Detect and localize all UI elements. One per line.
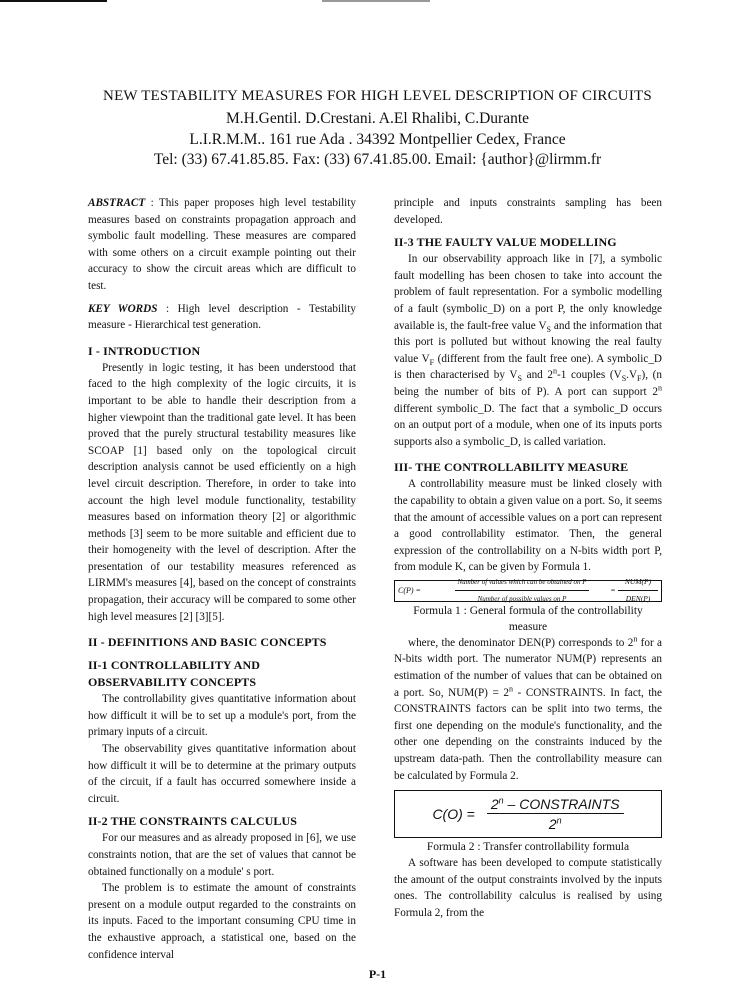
- keywords-label: KEY WORDS: [88, 302, 158, 315]
- abstract: ABSTRACT : This paper proposes high level testability measures based on constraints propagation approach and symbolic fault modelling. These measures are compared with some others on a circuit example pointing out their accuracy to show the circuit areas which are difficult to test.: [88, 197, 356, 292]
- section-heading-definitions: II - DEFINITIONS AND BASIC CONCEPTS: [88, 635, 327, 650]
- abstract-label: ABSTRACT: [88, 197, 146, 209]
- denominator-paragraph: where, the denominator DEN(P) corresponds to 2$^n$ for a N-bits width port. The numerator NUM(P) represents an estimation of the number of values that can be obtained on a port. So, $NUM(P) = 2^n$ - CONSTRAINTS. In fact, the CONSTRAINTS factors can be split into two terms, the first one depending on the module's functionality, and the other one depending on the constraints induced by the upstream data-path. Then the controllability measure can be calculated by Formula 2.: [394, 634, 662, 782]
- faulty-value-paragraph: In our observability approach like in [7], a symbolic fault modelling has been chosen to take into account the problem of fault representation. For a symbolic modelling of a fault (symbolic_D) on a port P, the only knowledge available is, the fault-free value $V_S$ and the information that this port is polluted but without knowing the real faulty value $V_F$ (different from the fault free one). A symbolic_D is then characterised by $V_S$ and 2$^n$-1 couples $(V_S.V_F)$, (n being the number of bits of P). A port can support 2$^n$ different symbolic_D. The fact that a symbolic_D occurs on an output port of a module, when one of its inputs ports supports also a symbolic_D, is called variation.: [394, 253, 663, 448]
- section-heading-ii3: II-3 THE FAULTY VALUE MODELLING: [394, 235, 617, 250]
- observability-paragraph: The observability gives quantitative information about how difficult it will be to determine at the primary outputs of the circuit, if a fault has occurred somewhere inside a circuit.: [88, 743, 356, 805]
- paper-authors: M.H.Gentil. D.Crestani. A.El Rhalibi, C.Durante: [225, 110, 530, 127]
- paper-contact: Tel: (33) 67.41.85.85. Fax: (33) 67.41.85.00. Email: {author}@lirmm.fr: [153, 151, 602, 168]
- constraints-paragraph-2: The problem is to estimate the amount of constraints present on a module output regarded to the constraints on its inputs. Faced to the important consuming CPU time in the exhaustive approach, a statistical one, based on the confidence interval: [88, 882, 356, 961]
- formula-1-box: C(P) = $\frac{\text{Number of values which can be obtained on P}}{\text{Number of possible values on P}}$ = NUM(P) DEN(P): [394, 580, 662, 602]
- paper-address: L.I.R.M.M.. 161 rue Ada . 34392 Montpellier Cedex, France: [189, 131, 566, 148]
- formula-2-caption: Formula 2 : Transfer controllability formula: [426, 841, 630, 854]
- section-heading-introduction: I - INTRODUCTION: [88, 343, 201, 358]
- abstract-text: This paper proposes high level testability measures based on constraints propagation approach and symbolic fault modelling. These measures are compared with some others on a circuit example pointing out their accuracy to show the circuit areas which are difficult to test.: [88, 197, 356, 292]
- formula-2-lhs: C(O) =: [432, 805, 475, 822]
- formula-1-denominator: Number of possible values on P: [477, 595, 567, 604]
- left-column: [88, 195, 356, 963]
- scan-artifact-line: [0, 0, 107, 2]
- page-number: P-1: [368, 967, 387, 981]
- constraints-paragraph-continued: principle and inputs constraints sampling has been developed.: [394, 197, 662, 226]
- keywords-text: High level description - Testability measure - Hierarchical test generation.: [88, 302, 356, 332]
- keywords: KEY WORDS : High level description - Testability measure - Hierarchical test generation.: [88, 302, 356, 332]
- formula-2-numerator: 2$^n$ – CONSTRAINTS: [487, 796, 624, 815]
- formula-1-lhs: C(P) =: [398, 585, 421, 595]
- formula-2-fraction: [487, 796, 624, 833]
- controllability-paragraph: The controllability gives quantitative information about how difficult it will be to set up a module's port, from the primary inputs of a circuit.: [88, 693, 356, 739]
- formula-1-numerator: Number of values which can be obtained on P: [455, 574, 588, 592]
- formula-1-caption: Formula 1 : General formula of the controllability measure: [413, 604, 643, 633]
- introduction-paragraph: Presently in logic testing, it has been understood that faced to the high complexity of the logic circuits, it is important to be able to handle their description from a higher viewpoint than the traditional gate level. It has been proved that the purely structural testability measures like SCOAP [1] based only on the topological circuit description analysis cannot be used efficiently on a high level circuit description. Therefore, in order to take into account the high level module functionality, testability measures based on information theory [2] or algorithmic methods [3] seem to be more suitable and efficient due to their homogeneity with the level of description. After the presentation of our testability measures referenced as LIRMM's measures [4], based on the concept of constraints propagation, their accuracy will be compared to some other high level measures [2] [3][5].: [88, 361, 356, 623]
- constraints-paragraph-1: For our measures and as already proposed in [6], we use constraints notion, that are the set of values that cannot be obtained functionally on a module' s port.: [88, 832, 356, 878]
- section-heading-ii2: II-2 THE CONSTRAINTS CALCULUS: [88, 814, 298, 829]
- software-paragraph: A software has been developed to compute statistically the amount of the output constraints involved by the inputs ones. The controllability calculus is realised by using Formula 2, from the: [394, 857, 662, 919]
- section-heading-ii1-line1: II-1 CONTROLLABILITY AND: [88, 658, 260, 673]
- formula-2-denominator: 2$^n$: [548, 815, 562, 833]
- right-column: [394, 195, 662, 922]
- section-heading-iii: III- THE CONTROLLABILITY MEASURE: [394, 460, 629, 475]
- section-heading-ii1-line2: OBSERVABILITY CONCEPTS: [88, 675, 257, 690]
- paper-title: NEW TESTABILITY MEASURES FOR HIGH LEVEL DESCRIPTION OF CIRCUITS: [103, 88, 652, 104]
- controllability-measure-paragraph: A controllability measure must be linked closely with the capability to obtain a given value on a port. So, it seems that the amount of accessible values on a port can represent a good controllability estimator. Then, the general expression of the controllability on a N-bits width port P, from module K, can be given by Formula 1.: [394, 478, 662, 574]
- formula-2-box: [394, 790, 662, 838]
- scan-artifact-line: [322, 0, 430, 2]
- formula-1-ratio: NUM(P) DEN(P): [618, 574, 658, 608]
